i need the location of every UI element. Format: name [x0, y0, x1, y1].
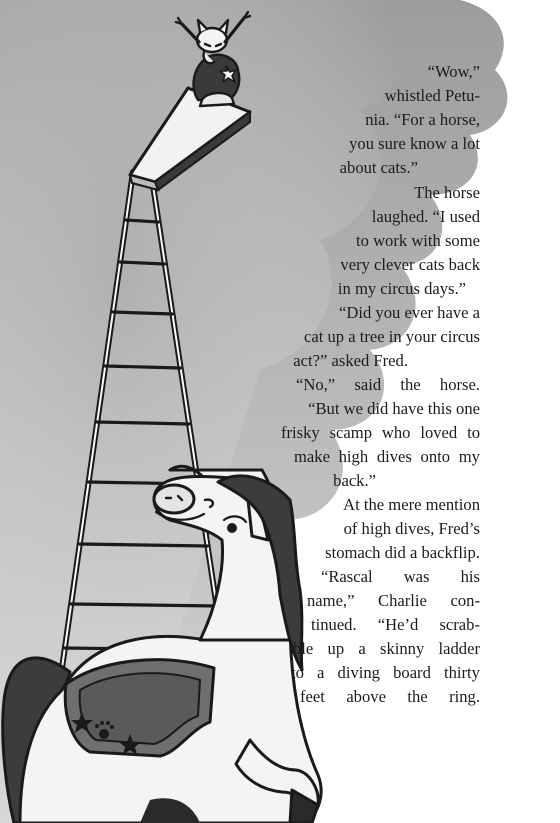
- story-text-line: “Did you ever have a: [339, 303, 480, 322]
- ladder-rung: [120, 262, 165, 264]
- story-text-line: make high dives onto my: [294, 447, 480, 466]
- ladder-rung: [80, 544, 208, 546]
- ladder-rung: [105, 366, 180, 368]
- story-text-line: frisky scamp who loved to: [281, 423, 480, 442]
- story-text-line: At the mere mention: [343, 495, 480, 514]
- story-text-line: tinued. “He’d scrab-: [311, 615, 480, 634]
- story-text-line: cat up a tree in your circus: [303, 327, 480, 346]
- story-text-line: “Rascal was his: [321, 567, 480, 586]
- story-text-line: laughed. “I used: [371, 207, 480, 226]
- story-text-line: “No,” said the horse.: [296, 375, 480, 394]
- ladder-rung: [126, 220, 158, 222]
- story-text-line: in my circus days.”: [337, 279, 466, 298]
- story-text-line: back.”: [333, 471, 376, 490]
- story-text-line: you sure know a lot: [349, 134, 480, 153]
- story-text-line: very clever cats back: [340, 255, 480, 274]
- story-text-line: ble up a skinny ladder: [293, 639, 480, 658]
- ladder-rung: [113, 312, 172, 314]
- story-text-line: “But we did have this one: [308, 399, 480, 418]
- ladder-rung: [97, 422, 189, 424]
- story-text-line: The horse: [414, 183, 480, 202]
- story-text-line: to a diving board thirty: [291, 663, 480, 682]
- ladder-rung: [71, 604, 216, 606]
- story-text-line: to work with some: [356, 231, 480, 250]
- story-text-line: name,” Charlie con-: [307, 591, 480, 610]
- story-text-line: of high dives, Fred’s: [343, 519, 480, 538]
- story-text-line: act?” asked Fred.: [293, 351, 408, 370]
- story-text-line: stomach did a backflip.: [325, 543, 480, 562]
- story-text-line: nia. “For a horse,: [365, 110, 480, 129]
- story-text-line: feet above the ring.: [300, 687, 480, 706]
- story-text-line: “Wow,”: [427, 62, 480, 81]
- story-text-line: whistled Petu-: [384, 86, 480, 105]
- story-text-line: about cats.”: [339, 158, 418, 177]
